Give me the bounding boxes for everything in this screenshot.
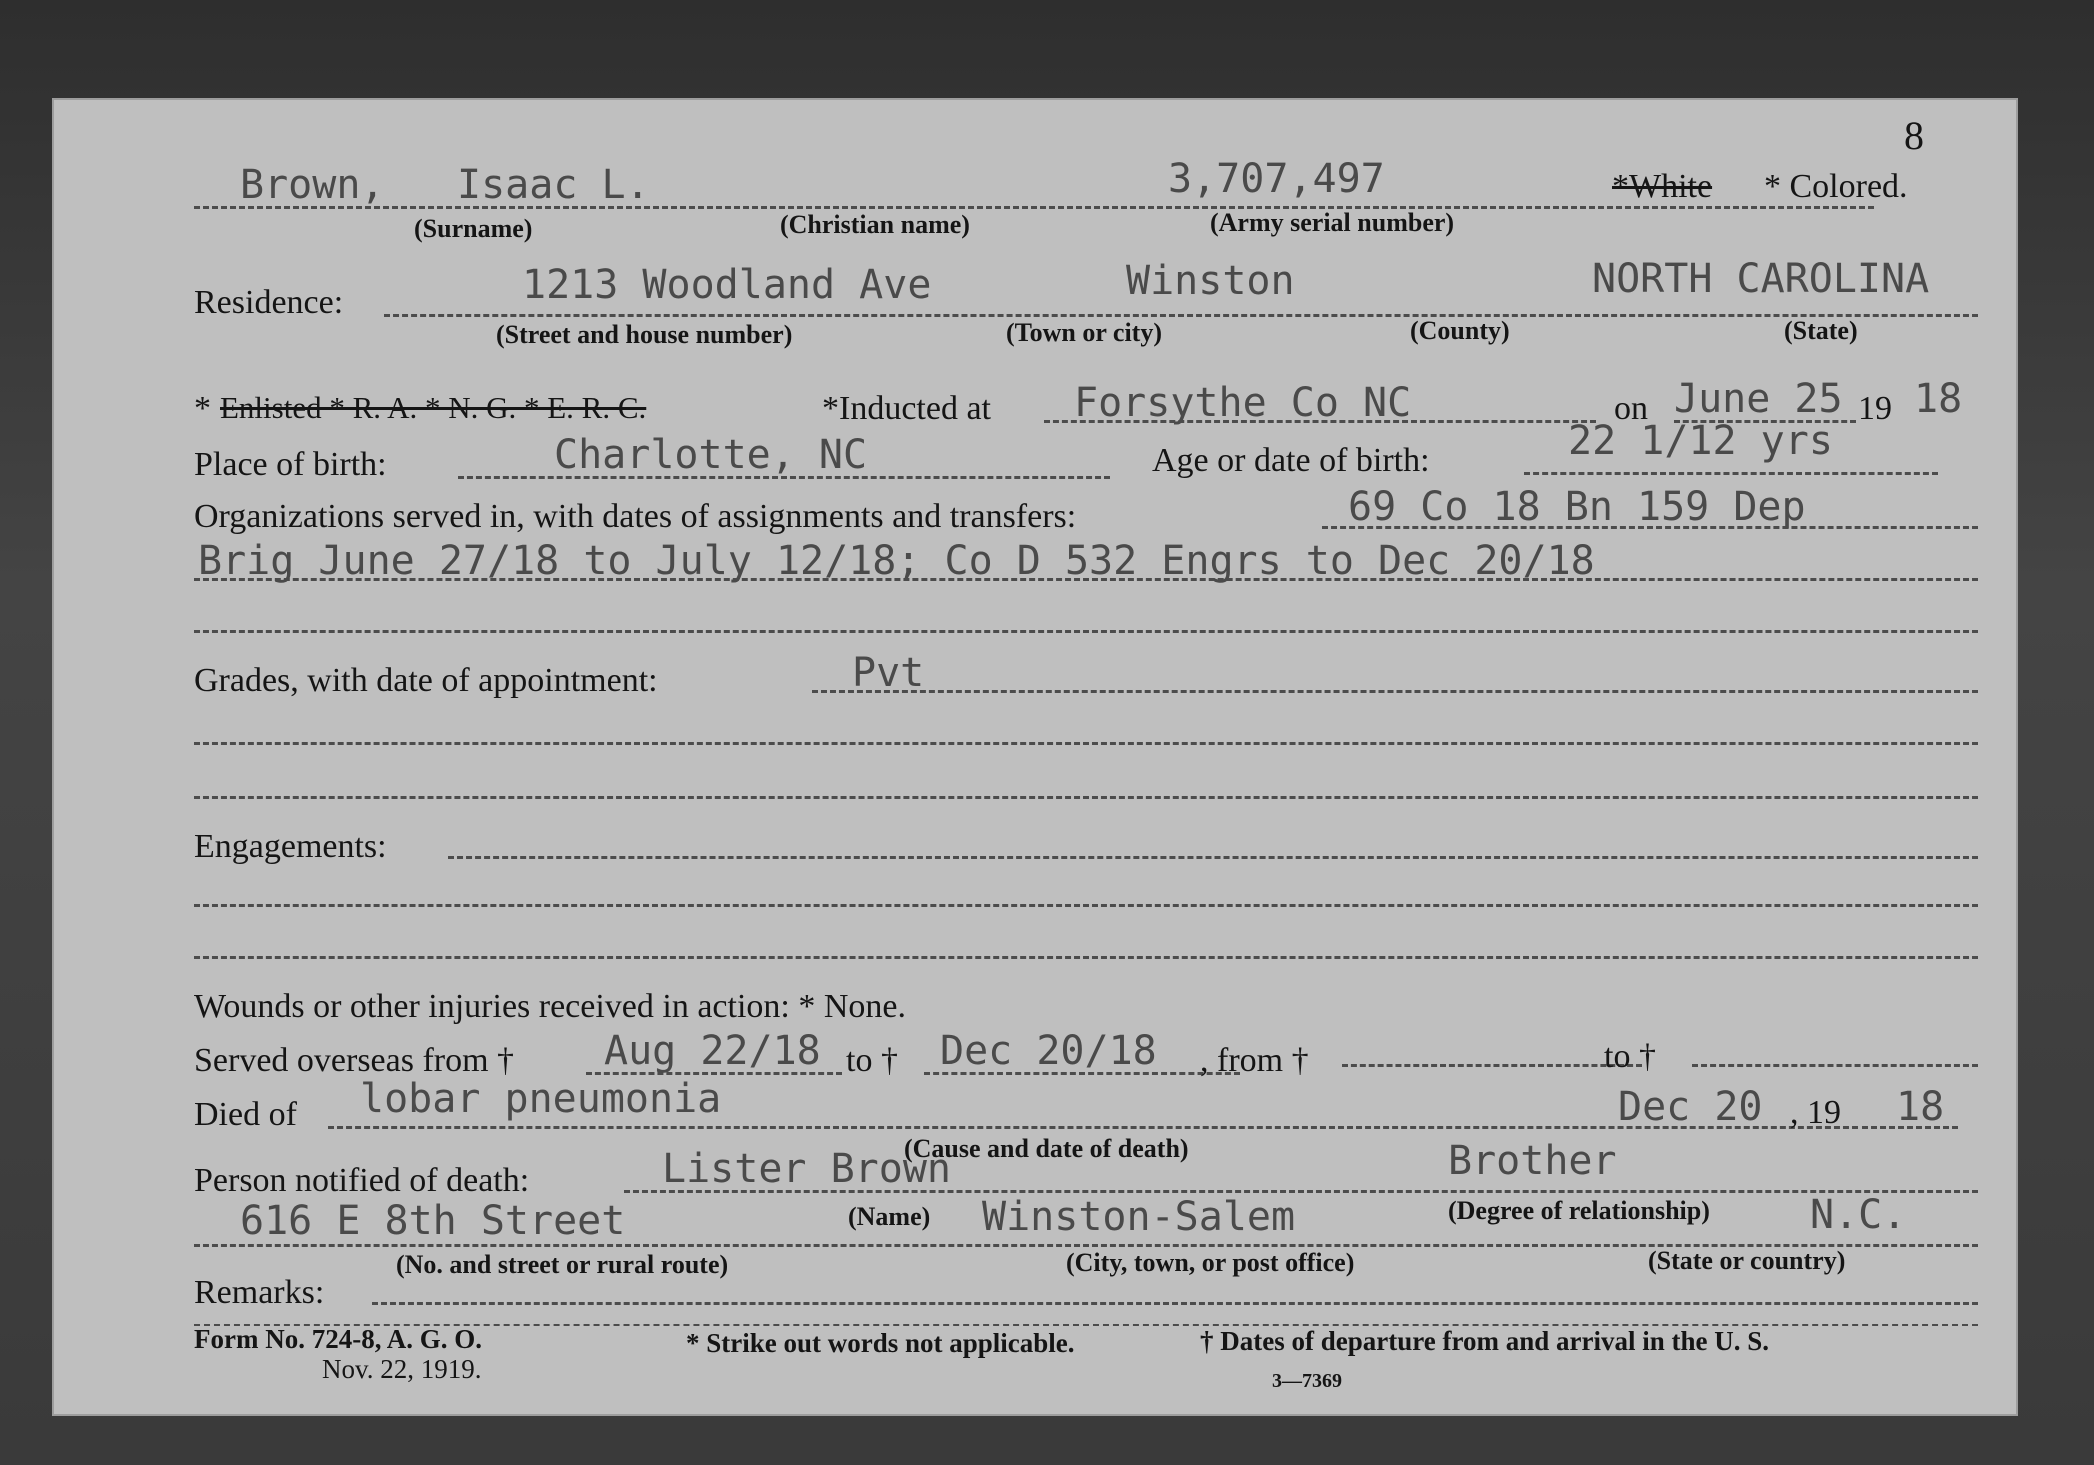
engagements-line-1	[448, 856, 1978, 859]
inducted-year-value: 18	[1914, 376, 1963, 422]
race-colored: * Colored.	[1764, 168, 1908, 205]
caption-country: (State or country)	[1648, 1246, 1846, 1275]
death-year-value: 18	[1896, 1084, 1945, 1130]
grade-value: Pvt	[852, 650, 925, 696]
serial-number-value: 3,707,497	[1168, 156, 1385, 202]
organizations-value-1: 69 Co 18 Bn 159 Dep	[1348, 484, 1806, 530]
engagements-line-3	[194, 956, 1978, 959]
on-label: on	[1614, 390, 1648, 427]
notified-label: Person notified of death:	[194, 1162, 530, 1199]
relationship-value: Brother	[1448, 1138, 1617, 1184]
birthplace-value: Charlotte, NC	[554, 432, 868, 478]
residence-label: Residence:	[194, 284, 344, 321]
strike-out-note: * Strike out words not applicable.	[686, 1328, 1075, 1358]
remarks-label: Remarks:	[194, 1274, 325, 1311]
form-number: Form No. 724-8, A. G. O.	[194, 1324, 482, 1354]
grades-line-1	[812, 690, 1978, 693]
year-prefix-1: 19	[1858, 390, 1892, 427]
notified-street-value: 616 E 8th Street	[240, 1198, 626, 1244]
caption-town: (Town or city)	[1006, 318, 1162, 347]
cause-of-death-value: lobar pneumonia	[360, 1076, 722, 1122]
service-record-card	[52, 98, 2018, 1416]
caption-cause-of-death: (Cause and date of death)	[904, 1134, 1189, 1163]
inducted-date-value: June 25	[1674, 376, 1843, 422]
organizations-label: Organizations served in, with dates of assignments and transfers:	[194, 498, 1077, 535]
grades-label: Grades, with date of appointment:	[194, 662, 658, 699]
caption-county: (County)	[1410, 316, 1510, 345]
served-to-label: to †	[846, 1042, 898, 1079]
residence-line	[384, 314, 1978, 317]
death-date-value: Dec 20	[1618, 1084, 1763, 1130]
street-value: 1213 Woodland Ave	[522, 262, 932, 308]
notified-city-value: Winston-Salem	[982, 1194, 1296, 1240]
notified-name-value: Lister Brown	[662, 1146, 951, 1192]
name-line	[194, 206, 1874, 209]
wounds-label: Wounds or other injuries received in action: * None.	[194, 988, 907, 1025]
age-label: Age or date of birth:	[1152, 442, 1430, 479]
engagements-label: Engagements:	[194, 828, 387, 865]
notified-state-value: N.C.	[1810, 1192, 1907, 1238]
enlisted-asterisk: *	[194, 390, 211, 427]
caption-serial-number: (Army serial number)	[1210, 208, 1455, 237]
died-of-label: Died of	[194, 1096, 297, 1133]
caption-relationship: (Degree of relationship)	[1448, 1196, 1710, 1225]
page-number: 8	[1904, 113, 1924, 158]
served-to-value: Dec 20/18	[940, 1028, 1157, 1074]
state-value: NORTH CAROLINA	[1592, 256, 1930, 302]
dates-footnote: † Dates of departure from and arrival in the U. S.	[1200, 1326, 1769, 1356]
race-white-struck: *White	[1612, 168, 1713, 205]
served-to-2-line	[1692, 1064, 1978, 1067]
remarks-line	[372, 1302, 1978, 1305]
inducted-label: *Inducted at	[822, 390, 991, 427]
caption-surname: (Surname)	[414, 214, 533, 243]
caption-christian-name: (Christian name)	[780, 210, 970, 239]
caption-name: (Name)	[848, 1202, 931, 1231]
caption-state: (State)	[1784, 316, 1858, 345]
served-from-value: Aug 22/18	[604, 1028, 821, 1074]
print-code: 3—7369	[1272, 1370, 1342, 1392]
birthplace-label: Place of birth:	[194, 446, 387, 483]
served-from-2-label: , from †	[1200, 1042, 1309, 1079]
year-prefix-2: , 19	[1790, 1094, 1841, 1131]
organizations-line-3	[194, 630, 1978, 633]
grades-line-3	[194, 796, 1978, 799]
organizations-value-2: Brig June 27/18 to July 12/18; Co D 532 Engrs to Dec 20/18	[198, 538, 1595, 584]
age-line	[1524, 472, 1938, 475]
christian-name-value: Isaac L.	[457, 162, 650, 208]
caption-street: (Street and house number)	[496, 320, 793, 349]
served-overseas-label: Served overseas from †	[194, 1042, 515, 1079]
form-date: Nov. 22, 1919.	[322, 1354, 482, 1384]
caption-route: (No. and street or rural route)	[396, 1250, 729, 1279]
caption-city: (City, town, or post office)	[1066, 1248, 1355, 1277]
age-value: 22 1/12 yrs	[1568, 418, 1833, 464]
inducted-place-value: Forsythe Co NC	[1074, 380, 1412, 426]
enlisted-options-struck: Enlisted * R. A. * N. G. * E. R. C.	[220, 390, 647, 425]
surname-value: Brown,	[240, 162, 385, 208]
served-to-2-label: to †	[1604, 1038, 1656, 1075]
served-from-2-line	[1342, 1064, 1642, 1067]
grades-line-2	[194, 742, 1978, 745]
engagements-line-2	[194, 904, 1978, 907]
town-value: Winston	[1126, 258, 1295, 304]
